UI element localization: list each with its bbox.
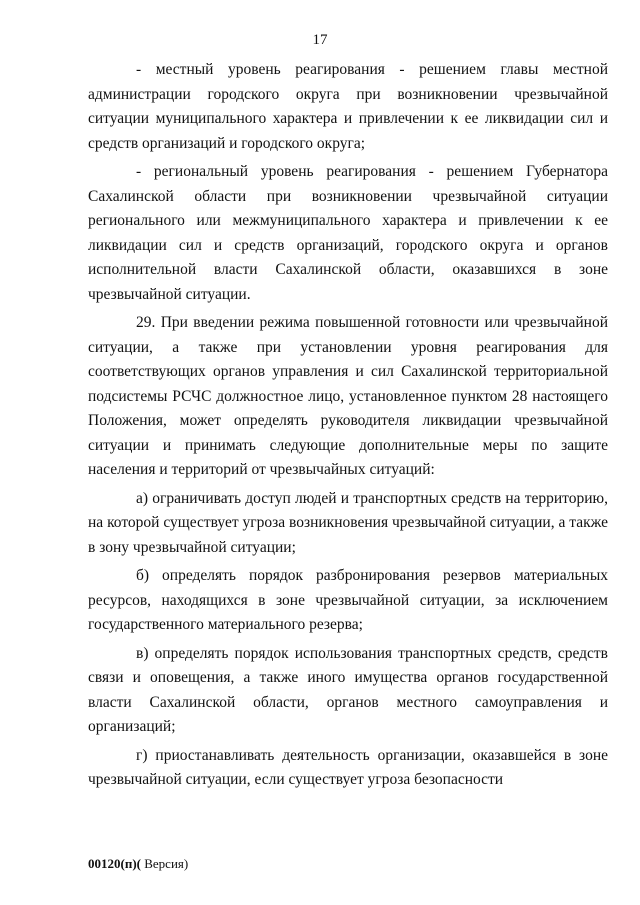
document-footer: [88, 856, 188, 872]
paragraph-measure-b: б) определять порядок разбронирования резервов материальных ресурсов, находящихся в зоне чрезвычайной ситуации, за исключением государственного материального резерва;: [88, 567, 608, 633]
document-body: [88, 58, 608, 793]
page-number: 17: [312, 32, 328, 48]
paragraph-measure-v: в) определять порядок использования транспортных средств, средств связи и оповещения, а также иного имущества органов государственной власти Сахалинской области, органов местного самоуправления и организаций;: [88, 644, 608, 735]
paragraph-local-level: - местный уровень реагирования - решением главы местной администрации городского округа при возникновении чрезвычайной ситуации муниципального характера и привлечении к ее ликвидации сил и средств организаций и городского округа;: [88, 61, 608, 152]
footer-code: 00120(п)(: [88, 856, 141, 871]
paragraph-item-29: 29. При введении режима повышенной готовности или чрезвычайной ситуации, а также при установлении уровня реагирования для соответствующих органов управления и сил Сахалинской территориальной подсистемы РСЧС должностное лицо, установленное пунктом 28 настоящего Положения, может определять руководителя ликвидации чрезвычайной ситуации и принимать следующие дополнительные меры по защите населения и территорий от чрезвычайных ситуаций:: [88, 314, 608, 478]
footer-version: Версия): [140, 856, 189, 871]
paragraph-regional-level: - региональный уровень реагирования - решением Губернатора Сахалинской области при возникновении чрезвычайной ситуации регионального или межмуниципального характера и привлечении к ее ликвидации сил и средств организаций, городского округа и органов исполнительной власти Сахалинской области, оказавшихся в зоне чрезвычайной ситуации.: [88, 163, 608, 303]
paragraph-measure-g: г) приостанавливать деятельность организации, оказавшейся в зоне чрезвычайной ситуации, если существует угроза безопасности: [88, 746, 608, 788]
paragraph-measure-a: а) ограничивать доступ людей и транспортных средств на территорию, на которой существует угроза возникновения чрезвычайной ситуации, а также в зону чрезвычайной ситуации;: [88, 489, 608, 556]
